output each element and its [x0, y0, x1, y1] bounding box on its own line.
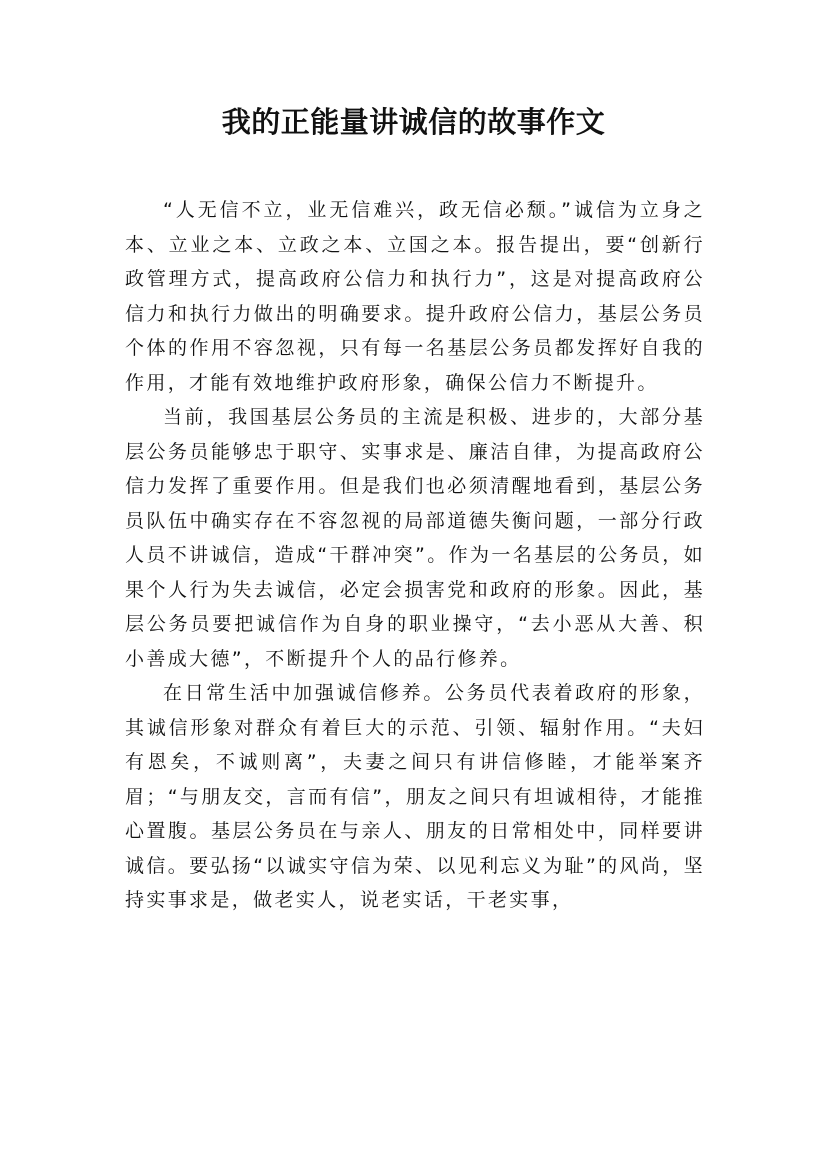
paragraph-2: 当前，我国基层公务员的主流是积极、进步的，大部分基层公务员能够忠于职守、实事求是、廉洁自律，为提高政府公信力发挥了重要作用。但是我们也必须清醒地看到，基层公务员队伍中确实存在不容忽视的局部道德失衡问题，一部分行政人员不讲诚信，造成“干群冲突”。作为一名基层的公务员，如果个人行为失去诚信，必定会损害党和政府的形象。因此，基层公务员要把诚信作为自身的职业操守，“去小恶从大善、积小善成大德”，不断提升个人的品行修养。 [125, 406, 705, 670]
document-body [125, 193, 705, 918]
paragraph-1: “人无信不立，业无信难兴，政无信必颓。”诚信为立身之本、立业之本、立政之本、立国之本。报告提出，要“创新行政管理方式，提高政府公信力和执行力”，这是对提高政府公信力和执行力做出的明确要求。提升政府公信力，基层公务员个体的作用不容忽视，只有每一名基层公务员都发挥好自我的作用，才能有效地维护政府形象，确保公信力不断提升。 [125, 199, 705, 394]
document-title: 我的正能量讲诚信的故事作文 [221, 105, 606, 139]
paragraph-3: 在日常生活中加强诚信修养。公务员代表着政府的形象，其诚信形象对群众有着巨大的示范、引领、辐射作用。“夫妇有恩矣，不诚则离”，夫妻之间只有讲信修睦，才能举案齐眉；“与朋友交，言而有信”，朋友之间只有坦诚相待，才能推心置腹。基层公务员在与亲人、朋友的日常相处中，同样要讲诚信。要弘扬“以诚实守信为荣、以见利忘义为耻”的风尚，坚持实事求是，做老实人，说老实话，干老实事， [125, 682, 705, 911]
